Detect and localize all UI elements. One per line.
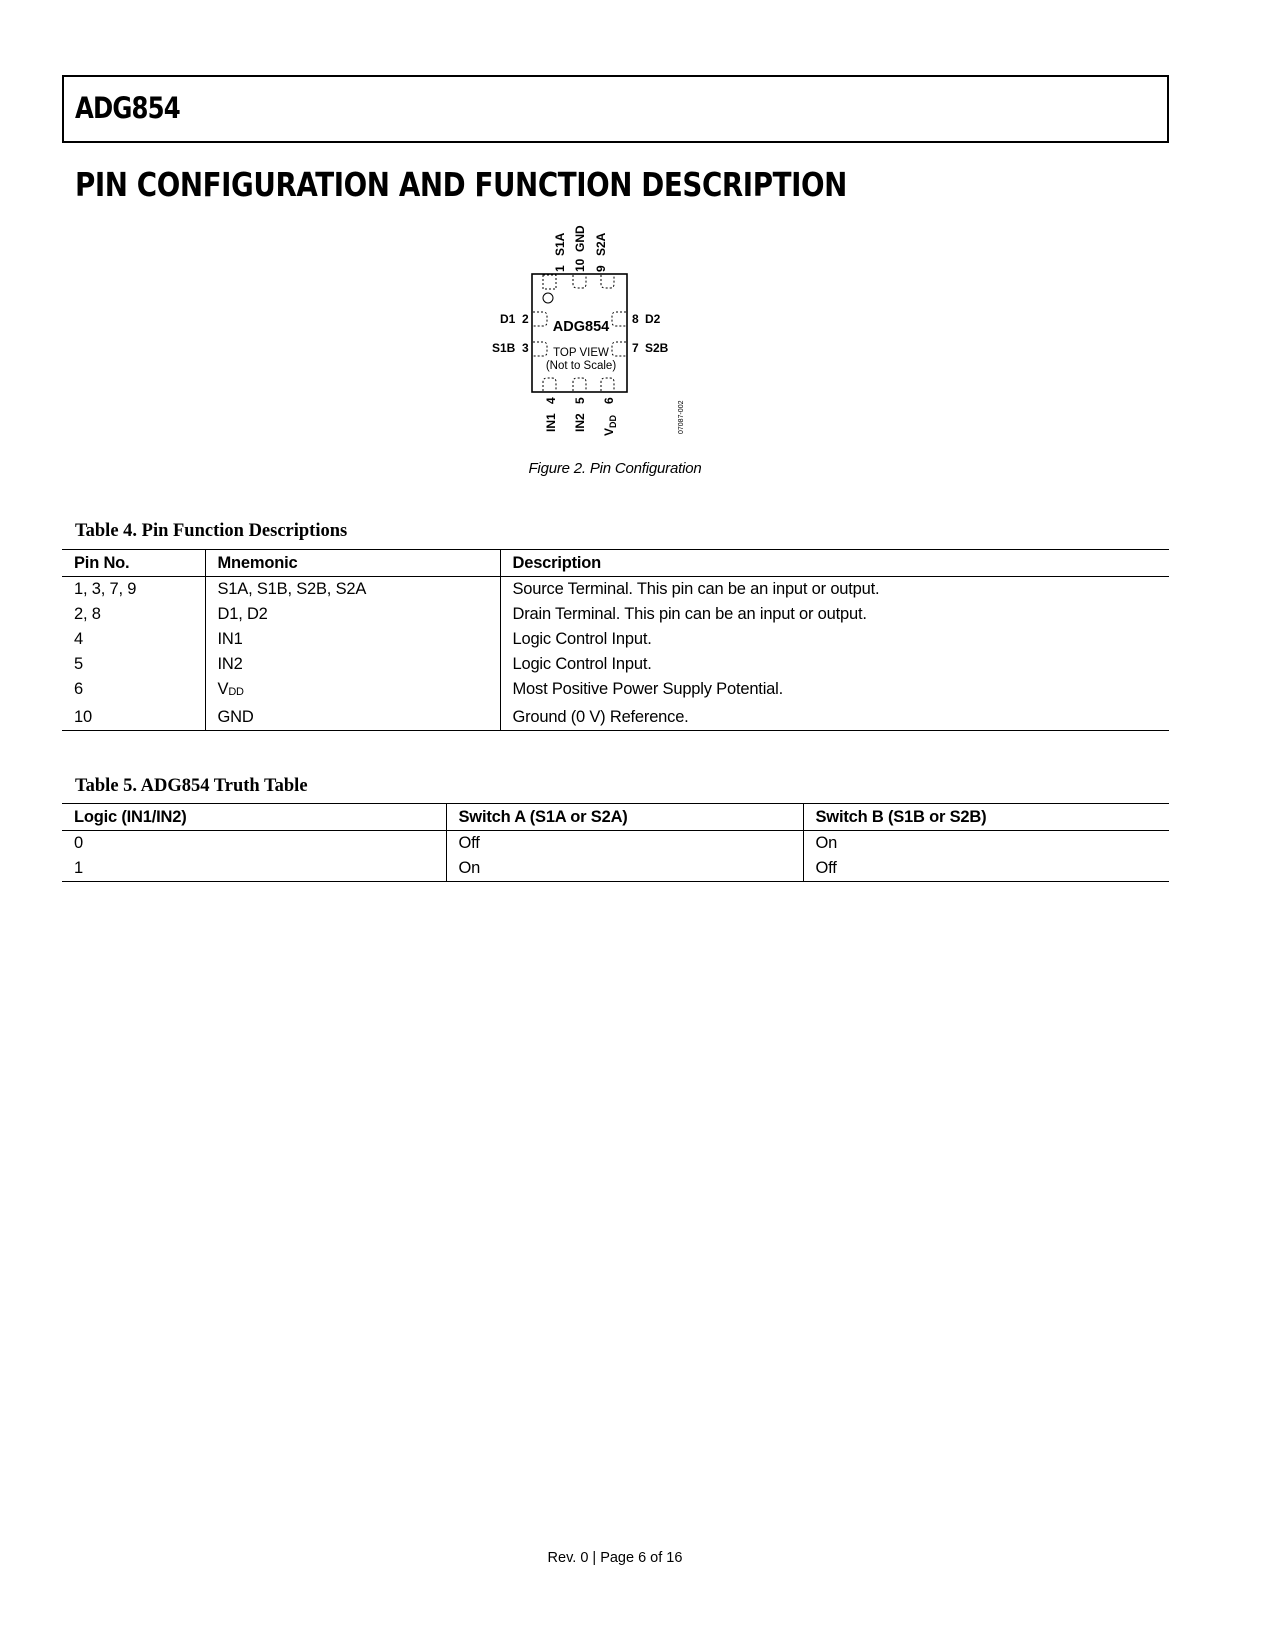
bottom-pin-name-5: IN2	[573, 413, 587, 432]
cell-pin: 2, 8	[74, 605, 101, 623]
scale-note: (Not to Scale)	[545, 360, 617, 372]
table-row	[62, 627, 1169, 652]
cell-pin: 1, 3, 7, 9	[74, 580, 137, 598]
cell-pin: 5	[74, 655, 83, 673]
cell-pin: 10	[62, 705, 205, 731]
right-pin-number-7: 7	[632, 341, 639, 355]
top-pin-name-1: S1A	[553, 232, 567, 256]
left-pin-name-2: D1	[500, 312, 516, 326]
cell-pin: 6	[74, 680, 83, 698]
page-footer: Rev. 0 | Page 6 of 16	[547, 1550, 683, 1566]
table-header-row	[62, 804, 1169, 831]
pad-right-7	[612, 342, 626, 356]
left-pin-number-3: 3	[522, 341, 529, 355]
table-row	[62, 831, 1169, 857]
pad-top-9	[601, 275, 614, 288]
image-code: 07087-002	[678, 400, 685, 434]
cell-switch-b: On	[803, 831, 1169, 857]
pad-left-3	[533, 342, 547, 356]
table-row	[62, 705, 1169, 731]
top-pin-name-10: GND	[573, 225, 587, 252]
top-pin-labels	[553, 225, 608, 272]
cell-logic: 1	[62, 856, 446, 882]
vdd-sub: DD	[608, 414, 618, 428]
cell-mnemonic: S1A, S1B, S2B, S2A	[205, 577, 500, 603]
pad-right-8	[612, 312, 626, 326]
table-row	[62, 652, 1169, 677]
cell-switch-a: On	[446, 856, 803, 882]
cell-description: Logic Control Input.	[500, 652, 1169, 677]
cell-description: Logic Control Input.	[500, 627, 1169, 652]
cell-logic: 0	[74, 834, 83, 852]
bottom-pin-name-6	[602, 414, 618, 436]
table-header-row	[62, 550, 1169, 577]
right-pin-name-8: D2	[645, 312, 661, 326]
right-pin-name-7: S2B	[645, 341, 669, 355]
left-pin-number-2: 2	[522, 312, 529, 326]
section-title: PIN CONFIGURATION AND FUNCTION DESCRIPTION	[75, 165, 847, 204]
table-row	[62, 856, 1169, 882]
bottom-pin-number-4: 4	[544, 397, 558, 404]
pad-top-1	[543, 275, 556, 289]
view-label: TOP VIEW	[553, 347, 609, 359]
truth-table	[62, 803, 1169, 882]
col-header-switch-a: Switch A (S1A or S2A)	[446, 804, 803, 831]
cell-switch-b: Off	[803, 856, 1169, 882]
top-pin-number-9: 9	[594, 265, 608, 272]
top-pin-number-10: 10	[573, 258, 587, 272]
right-pin-number-8: 8	[632, 312, 639, 326]
pad-bottom-5	[573, 378, 586, 391]
mnemonic-v: V	[217, 680, 229, 698]
pad-left-2	[533, 312, 547, 326]
cell-mnemonic: IN1	[205, 627, 500, 652]
col-header-pin: Pin No.	[62, 550, 205, 577]
cell-description: Ground (0 V) Reference.	[500, 705, 1169, 731]
cell-description: Drain Terminal. This pin can be an input or output.	[500, 602, 1169, 627]
bottom-pin-labels	[544, 397, 618, 436]
col-header-description: Description	[500, 550, 1169, 577]
cell-switch-a: Off	[446, 831, 803, 857]
bottom-pin-number-5: 5	[573, 397, 587, 404]
col-header-mnemonic: Mnemonic	[205, 550, 500, 577]
left-pin-name-3: S1B	[492, 341, 516, 355]
cell-mnemonic: D1, D2	[205, 602, 500, 627]
table-row	[62, 577, 1169, 603]
pad-top-10	[573, 275, 586, 288]
bottom-pin-number-6: 6	[602, 397, 616, 404]
pin-function-table	[62, 549, 1169, 731]
table-row	[62, 677, 1169, 705]
cell-mnemonic: IN2	[205, 652, 500, 677]
pad-bottom-6	[601, 378, 614, 391]
pin-configuration-figure	[492, 225, 740, 480]
col-header-logic: Logic (IN1/IN2)	[62, 804, 446, 831]
cell-description: Source Terminal. This pin can be an input or output.	[500, 577, 1169, 603]
bottom-pin-name-4: IN1	[544, 413, 558, 432]
top-pin-name-9: S2A	[594, 232, 608, 256]
vdd-main: V	[602, 427, 616, 436]
table5-title: Table 5. ADG854 Truth Table	[75, 776, 308, 796]
header-box	[62, 75, 1169, 143]
pad-bottom-4	[543, 378, 556, 391]
table4-title: Table 4. Pin Function Descriptions	[75, 521, 348, 541]
cell-pin: 4	[74, 630, 83, 648]
pin1-dot	[543, 293, 553, 303]
chip-label: ADG854	[552, 319, 610, 335]
cell-mnemonic	[205, 677, 500, 705]
mnemonic-sub-dd: DD	[228, 686, 244, 698]
top-pin-number-1: 1	[553, 265, 567, 272]
cell-mnemonic: GND	[205, 705, 500, 731]
part-number: ADG854	[75, 91, 180, 125]
figure-caption: Figure 2. Pin Configuration	[528, 460, 702, 477]
col-header-switch-b: Switch B (S1B or S2B)	[803, 804, 1169, 831]
cell-description: Most Positive Power Supply Potential.	[500, 677, 1169, 705]
table-row	[62, 602, 1169, 627]
